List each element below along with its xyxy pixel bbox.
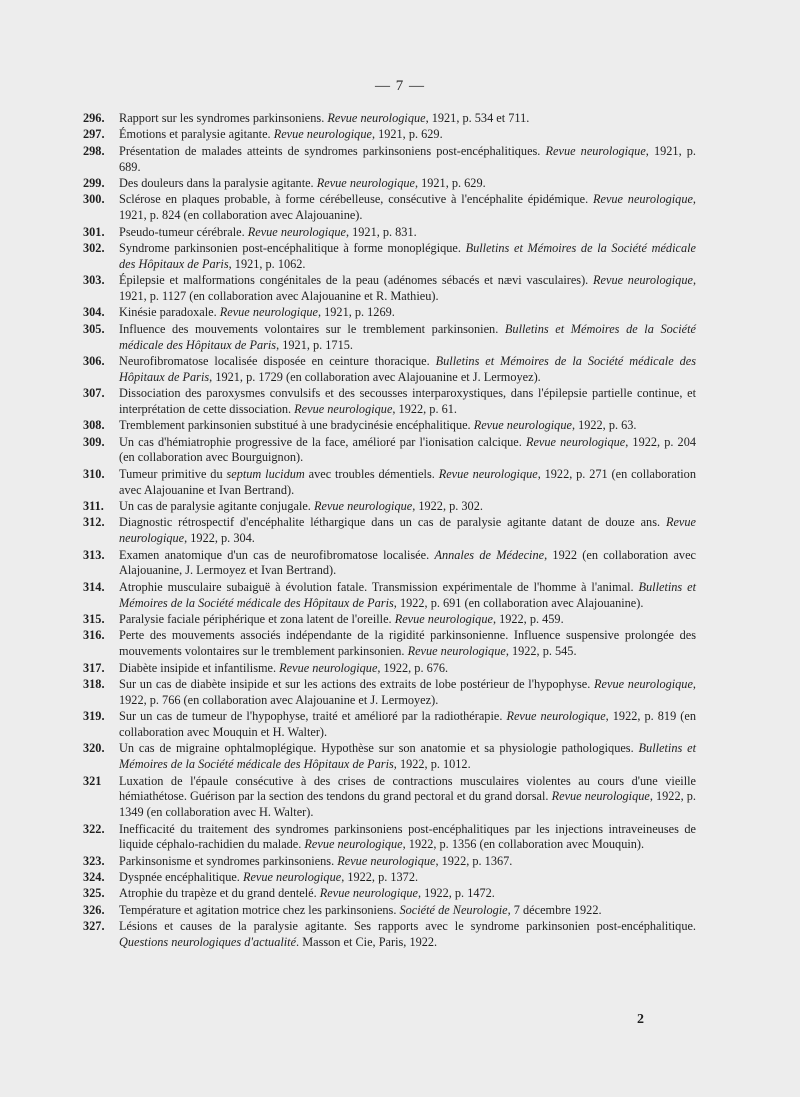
entry-number: 320.: [83, 741, 105, 756]
bibliography-entry: [83, 677, 696, 709]
bibliography-entry: [83, 354, 696, 386]
entry-number: 303.: [83, 273, 105, 288]
entry-text: [119, 354, 696, 384]
entry-text-segment: Sur un cas de diabète insipide et sur les actions des extraits de lobe postérieur de l'hypophyse.: [119, 676, 595, 691]
journal-title: Revue neurologique: [327, 111, 426, 125]
entry-text-segment: , 1922, p. 1012.: [393, 757, 471, 772]
entry-text: [119, 225, 417, 239]
bibliography-entry: [83, 176, 696, 192]
bibliography-entry: [83, 548, 696, 580]
entry-text-segment: Examen anatomique d'un cas de neurofibromatose localisée.: [119, 547, 435, 562]
journal-title: Revue neurologique: [473, 418, 572, 433]
entry-number: 298.: [83, 143, 105, 158]
entry-text-segment: Pseudo-tumeur cérébrale.: [119, 224, 248, 239]
bibliography-entry: [83, 225, 696, 241]
entry-text-segment: , 1922, p. 302.: [412, 499, 483, 514]
journal-title: Revue neurologique: [273, 127, 372, 142]
entry-text-segment: , 1921, p. 1729 (en collaboration avec Alajouanine et J. Lermoyez).: [209, 369, 541, 384]
entry-text: [119, 548, 696, 578]
entry-number: 309.: [83, 434, 105, 449]
entry-text-segment: , 1922, p. 271 (en collaboration avec Alajouanine et Ivan Bertrand).: [119, 466, 696, 497]
journal-title: Revue neurologique: [279, 660, 378, 675]
entry-number: 315.: [83, 611, 105, 626]
bibliography-entry: [83, 580, 696, 612]
entry-text-segment: , 1921, p. 689.: [119, 143, 697, 174]
entry-text-segment: Atrophie du trapèze et du grand dentelé.: [119, 886, 320, 901]
entry-text: [119, 919, 696, 949]
entry-number: 299.: [83, 175, 105, 190]
bibliography-entry: [83, 774, 696, 821]
entry-number: 311.: [83, 499, 104, 514]
entry-text-segment: , 1922, p. 1349 (en collaboration avec H. Walter).: [119, 789, 696, 820]
entry-text: [119, 774, 696, 820]
entry-number: 310.: [83, 466, 105, 481]
entry-text-segment: Un cas de paralysie agitante conjugale.: [119, 499, 314, 514]
entry-text-segment: , 1921, p. 831.: [345, 224, 417, 239]
entry-number: 304.: [83, 305, 105, 320]
entry-text-segment: Luxation de l'épaule consécutive à des crises de contractions musculaires violentes au cours d'une vieille hémiathétose. Guérison par la section des tendons du grand pectoral et du grand dorsal.: [119, 773, 696, 804]
entry-number: 317.: [83, 660, 105, 675]
entry-number: 318.: [83, 676, 105, 691]
entry-text: [119, 854, 512, 868]
bibliography-entry: [83, 192, 696, 224]
entry-text-segment: , 7 décembre 1922.: [507, 902, 602, 917]
entry-text: [119, 322, 696, 352]
entry-text-segment: Syndrome parkinsonien post-encéphalitique à forme monoplégique.: [119, 240, 466, 255]
entry-text-segment: , 1922, p. 204 (en collaboration avec Bourguignon).: [119, 434, 696, 465]
bibliography-entry: [83, 741, 696, 773]
bibliography-entry: [83, 854, 696, 870]
entry-text-segment: , 1921, p. 1127 (en collaboration avec Alajouanine et R. Mathieu).: [119, 273, 697, 303]
journal-title: Revue neurologique: [394, 611, 493, 626]
entry-text-segment: Neurofibromatose localisée disposée en ceinture thoracique.: [119, 353, 436, 368]
entry-text-segment: , 1922, p. 1356 (en collaboration avec Mouquin).: [402, 837, 645, 852]
entry-text: [119, 709, 696, 739]
entry-text: [119, 305, 395, 319]
journal-title: Revue neurologique: [247, 224, 346, 239]
bibliography-entry: [83, 435, 696, 467]
journal-title: Bulletins et Mémoires de la Société médicale des Hôpitaux de Paris: [119, 321, 696, 352]
entry-text-segment: , 1922, p. 766 (en collaboration avec Alajouanine et J. Lermoyez).: [119, 676, 696, 707]
entry-text: [119, 677, 696, 707]
entry-text-segment: Tremblement parkinsonien substitué à une bradycinésie encéphalitique.: [119, 418, 474, 433]
entry-text-segment: Un cas d'hémiatrophie progressive de la face, amélioré par l'ionisation calcique.: [119, 434, 526, 449]
journal-title: Revue neurologique: [592, 192, 693, 207]
entry-text: [119, 144, 696, 174]
bibliography-entry: [83, 612, 696, 628]
entry-text: [119, 580, 696, 610]
bibliography-list: [83, 111, 696, 951]
entry-text-segment: Dissociation des paroxysmes convulsifs et des secousses interparoxystiques, dans l'épilepsie partielle continue, et interprétation de cette dissociation.: [119, 386, 696, 416]
entry-text: [119, 418, 637, 432]
bibliography-entry: [83, 515, 696, 547]
bibliography-entry: [83, 322, 696, 354]
journal-title: Revue neurologique: [316, 175, 415, 190]
journal-title: Revue neurologique: [407, 644, 506, 659]
entry-text-segment: Kinésie paradoxale.: [119, 305, 220, 320]
journal-title: Revue neurologique: [242, 870, 342, 885]
bibliography-entry: [83, 661, 696, 677]
entry-number: 301.: [83, 224, 105, 239]
journal-title: Revue neurologique: [525, 434, 626, 449]
entry-text: [119, 628, 696, 658]
journal-title: Revue neurologique: [551, 789, 650, 804]
journal-title: Revue neurologique: [593, 273, 693, 288]
entry-text-segment: , 1922, p. 819 (en collaboration avec Mouquin et H. Walter).: [119, 709, 696, 739]
journal-title: Questions neurologiques d'actualité: [119, 935, 297, 950]
entry-text-segment: Influence des mouvements volontaires sur le tremblement parkinsonien.: [119, 321, 505, 336]
journal-title: Revue neurologique: [313, 499, 413, 514]
bibliography-entry: [83, 886, 696, 902]
entry-text: [119, 903, 602, 917]
entry-text: [119, 612, 564, 626]
entry-text-segment: , 1922, p. 1367.: [435, 853, 513, 868]
bibliography-entry: [83, 418, 696, 434]
signature-mark: 2: [637, 1012, 644, 1027]
journal-title: Bulletins et Mémoires de la Société médicale des Hôpitaux de Paris: [119, 579, 696, 610]
entry-number: 326.: [83, 902, 105, 917]
entry-text: [119, 741, 696, 771]
entry-number: 308.: [83, 418, 105, 433]
bibliography-entry: [83, 127, 696, 143]
entry-text-segment: Paralysie faciale périphérique et zona latent de l'oreille.: [119, 611, 395, 626]
entry-number: 323.: [83, 853, 105, 868]
journal-title: Revue neurologique: [119, 515, 696, 546]
entry-text: [119, 822, 696, 852]
entry-text: [119, 870, 418, 884]
bibliography-entry: [83, 467, 696, 499]
entry-number: 307.: [83, 386, 105, 401]
entry-text: [119, 386, 696, 416]
entry-text-segment: Atrophie musculaire subaiguë à évolution fatale. Transmission expérimentale de l'homme à l'animal.: [119, 579, 639, 594]
entry-text: [119, 499, 483, 513]
entry-text-segment: , 1922, p. 1372.: [341, 870, 419, 885]
entry-text-segment: , 1922, p. 691 (en collaboration avec Alajouanine).: [393, 595, 644, 610]
entry-text: [119, 515, 696, 545]
entry-text-segment: , 1922, p. 545.: [505, 644, 577, 659]
entry-text-segment: , 1921, p. 534 et 711.: [425, 111, 530, 125]
entry-number: 319.: [83, 709, 105, 724]
entry-text-segment: , 1921, p. 1269.: [317, 305, 395, 320]
entry-number: 313.: [83, 547, 105, 562]
entry-text-segment: , 1921, p. 824 (en collaboration avec Alajouanine).: [119, 192, 696, 223]
bibliography-entry: [83, 822, 696, 854]
entry-text-segment: Diagnostic rétrospectif d'encéphalite léthargique dans un cas de paralysie agitante datant de douze ans.: [119, 515, 666, 530]
entry-number: 327.: [83, 919, 105, 934]
entry-text-segment: Inefficacité du traitement des syndromes parkinsoniens post-encéphalitiques par les injections intraveineuses de liquide céphalo-rachidien du malade.: [119, 821, 696, 852]
entry-text-segment: Rapport sur les syndromes parkinsoniens.: [119, 111, 328, 125]
entry-number: 302.: [83, 240, 105, 255]
entry-text-segment: Présentation de malades atteints de syndromes parkinsoniens post-encéphalitiques.: [119, 143, 546, 158]
entry-text: [119, 111, 529, 125]
entry-text-segment: Sclérose en plaques probable, à forme cérébelleuse, consécutive à l'encéphalite épidémique.: [119, 192, 593, 207]
entry-text-segment: Sur un cas de tumeur de l'hypophyse, traité et amélioré par la radiothérapie.: [119, 709, 507, 724]
entry-text-segment: Parkinsonisme et syndromes parkinsoniens.: [119, 853, 338, 868]
entry-text-segment: , 1922, p. 1472.: [418, 886, 495, 901]
entry-text-segment: . Masson et Cie, Paris, 1922.: [296, 935, 438, 950]
bibliography-entry: [83, 144, 696, 176]
entry-text: [119, 886, 495, 900]
entry-text-segment: , 1921, p. 1062.: [228, 256, 306, 271]
entry-text: [119, 192, 696, 222]
journal-title: septum lucidum: [226, 466, 305, 481]
entry-number: 314.: [83, 579, 105, 594]
entry-number: 297.: [83, 127, 105, 142]
entry-text-segment: Émotions et paralysie agitante.: [119, 127, 274, 142]
entry-text-segment: avec troubles démentiels.: [304, 466, 439, 481]
journal-title: Revue neurologique: [506, 709, 606, 724]
entry-number: 321: [83, 773, 102, 788]
journal-title: Revue neurologique: [219, 305, 318, 320]
entry-text-segment: , 1922, p. 304.: [184, 531, 255, 546]
entry-text: [119, 241, 696, 271]
journal-title: Bulletins et Mémoires de la Société médicale des Hôpitaux de Paris: [119, 240, 696, 271]
entry-text-segment: , 1922, p. 63.: [571, 418, 637, 433]
entry-text-segment: , 1922, p. 61.: [392, 401, 457, 416]
journal-title: Revue neurologique: [594, 676, 693, 691]
bibliography-entry: [83, 305, 696, 321]
entry-number: 306.: [83, 353, 105, 368]
bibliography-entry: [83, 273, 696, 305]
entry-text-segment: , 1921, p. 1715.: [276, 337, 353, 352]
entry-text: [119, 273, 696, 303]
bibliography-entry: [83, 903, 696, 919]
bibliography-entry: [83, 870, 696, 886]
bibliography-entry: [83, 111, 696, 127]
bibliography-entry: [83, 709, 696, 741]
entry-number: 300.: [83, 192, 105, 207]
entry-text: [119, 176, 486, 190]
entry-text-segment: , 1922, p. 459.: [492, 611, 564, 626]
bibliography-entry: [83, 628, 696, 660]
entry-text-segment: Température et agitation motrice chez les parkinsoniens.: [119, 902, 400, 917]
entry-text-segment: , 1921, p. 629.: [414, 175, 486, 190]
entry-text: [119, 661, 448, 675]
entry-text-segment: , 1922 (en collaboration avec Alajouanine, J. Lermoyez et Ivan Bertrand).: [119, 547, 696, 578]
entry-text-segment: Lésions et causes de la paralysie agitante. Ses rapports avec le syndrome parkinsonien post-encéphalitique.: [119, 919, 696, 934]
entry-number: 296.: [83, 111, 105, 125]
entry-text-segment: Un cas de migraine ophtalmoplégique. Hypothèse sur son anatomie et sa physiologie pathologiques.: [119, 741, 639, 756]
entry-number: 305.: [83, 321, 105, 336]
bibliography-entry: [83, 919, 696, 951]
entry-text-segment: Des douleurs dans la paralysie agitante.: [119, 175, 317, 190]
entry-text: [119, 435, 696, 465]
journal-title: Revue neurologique: [319, 886, 419, 901]
journal-title: Bulletins et Mémoires de la Société médicale des Hôpitaux de Paris: [119, 741, 696, 772]
journal-title: Bulletins et Mémoires de la Société médicale des Hôpitaux de Paris: [119, 353, 696, 384]
bibliography-entry: [83, 386, 696, 418]
entry-number: 325.: [83, 886, 105, 901]
journal-title: Revue neurologique: [545, 143, 646, 158]
entry-text-segment: Tumeur primitive du: [119, 466, 227, 481]
journal-title: Revue neurologique: [304, 837, 403, 852]
bibliography-entry: [83, 241, 696, 273]
journal-title: Revue neurologique: [337, 853, 436, 868]
entry-text-segment: Dyspnée encéphalitique.: [119, 870, 243, 885]
page-number: — 7 —: [375, 78, 425, 94]
entry-number: 322.: [83, 821, 105, 836]
journal-title: Revue neurologique: [438, 466, 538, 481]
entry-text-segment: , 1921, p. 629.: [371, 127, 443, 142]
entry-text: [119, 467, 696, 497]
entry-number: 324.: [83, 870, 105, 885]
bibliography-entry: [83, 499, 696, 515]
entry-text-segment: , 1922, p. 676.: [377, 660, 449, 675]
entry-text: [119, 127, 443, 141]
entry-number: 316.: [83, 628, 105, 643]
entry-text-segment: Épilepsie et malformations congénitales de la peau (adénomes sébacés et nævi vasculaires).: [119, 273, 594, 288]
entry-number: 312.: [83, 515, 105, 530]
journal-title: Société de Neurologie: [399, 902, 508, 917]
entry-text-segment: Diabète insipide et infantilisme.: [119, 660, 280, 675]
journal-title: Annales de Médecine: [434, 547, 545, 562]
journal-title: Revue neurologique: [294, 401, 393, 416]
entry-text-segment: Perte des mouvements associés indépendante de la rigidité parkinsonienne. Influence suspensive prolongée des mouvements volontaires sur le tremblement parkinsonien.: [119, 628, 696, 659]
